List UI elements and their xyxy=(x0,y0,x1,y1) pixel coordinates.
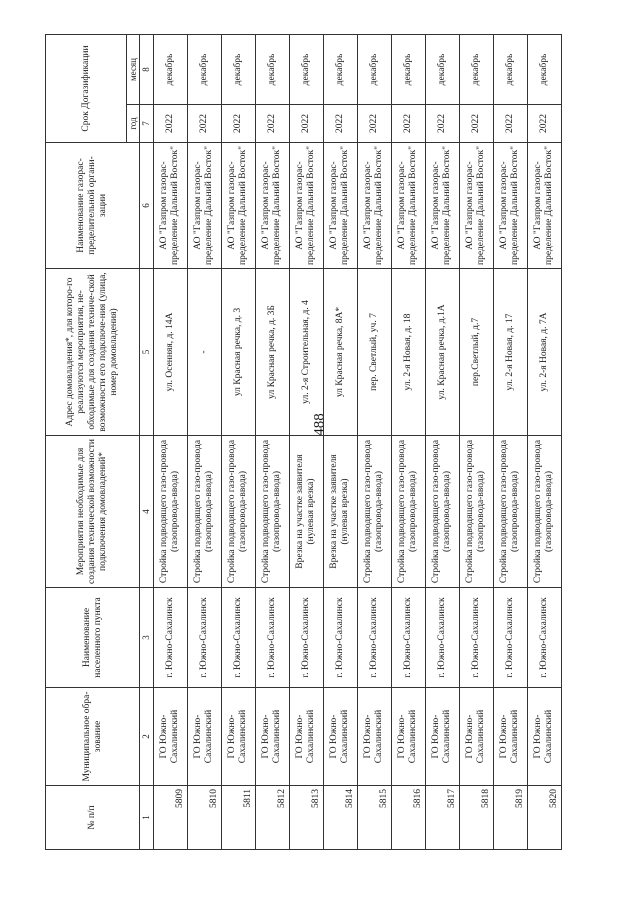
table-row xyxy=(221,35,255,850)
cell-measure: Стройка подводящего газо-провода (газопровода-ввода) xyxy=(459,436,493,588)
cell-municipality: ГО Южно-Сахалинский xyxy=(153,688,187,786)
cell-address: ул Красная речка, д. 3Б xyxy=(255,269,289,436)
table-row xyxy=(391,35,425,850)
cell-month: декабрь xyxy=(289,35,323,105)
column-number: 7 xyxy=(140,105,153,143)
cell-settlement: г. Южно-Сахалинск xyxy=(289,588,323,688)
cell-measure: Стройка подводящего газо-провода (газопровода-ввода) xyxy=(493,436,527,588)
cell-num: 5820 xyxy=(527,786,561,850)
cell-address: ул. 2-я Строительная, д. 4 xyxy=(289,269,323,436)
cell-measure: Стройка подводящего газо-провода (газопровода-ввода) xyxy=(425,436,459,588)
cell-settlement: г. Южно-Сахалинск xyxy=(187,588,221,688)
cell-org: АО "Газпром газорас-пределение Дальний Восток" xyxy=(323,143,357,269)
cell-num: 5812 xyxy=(255,786,289,850)
cell-address: ул Красная речка, 8А* xyxy=(323,269,357,436)
column-number: 2 xyxy=(140,688,153,786)
cell-measure: Стройка подводящего газо-провода (газопровода-ввода) xyxy=(357,436,391,588)
cell-address: пер.Светлый, д.7 xyxy=(459,269,493,436)
cell-address: пер. Светлый, уч. 7 xyxy=(357,269,391,436)
cell-measure: Стройка подводящего газо-провода (газопровода-ввода) xyxy=(255,436,289,588)
table-row xyxy=(493,35,527,850)
cell-settlement: г. Южно-Сахалинск xyxy=(323,588,357,688)
cell-measure: Стройка подводящего газо-провода (газопровода-ввода) xyxy=(527,436,561,588)
cell-month: декабрь xyxy=(425,35,459,105)
table-row xyxy=(187,35,221,850)
cell-num: 5818 xyxy=(459,786,493,850)
cell-year: 2022 xyxy=(357,105,391,143)
cell-year: 2022 xyxy=(459,105,493,143)
cell-measure: Стройка подводящего газо-провода (газопровода-ввода) xyxy=(153,436,187,588)
cell-municipality: ГО Южно-Сахалинский xyxy=(187,688,221,786)
cell-year: 2022 xyxy=(187,105,221,143)
table-row xyxy=(425,35,459,850)
cell-settlement: г. Южно-Сахалинск xyxy=(357,588,391,688)
cell-year: 2022 xyxy=(153,105,187,143)
cell-year: 2022 xyxy=(289,105,323,143)
cell-num: 5815 xyxy=(357,786,391,850)
cell-municipality: ГО Южно-Сахалинский xyxy=(289,688,323,786)
table-row xyxy=(459,35,493,850)
cell-month: декабрь xyxy=(323,35,357,105)
column-number: 4 xyxy=(140,436,153,588)
cell-settlement: г. Южно-Сахалинск xyxy=(425,588,459,688)
cell-municipality: ГО Южно-Сахалинский xyxy=(323,688,357,786)
cell-settlement: г. Южно-Сахалинск xyxy=(527,588,561,688)
cell-month: декабрь xyxy=(527,35,561,105)
cell-address: ул. 2-я Новая, д. 17 xyxy=(493,269,527,436)
cell-org: АО "Газпром газорас-пределение Дальний Восток" xyxy=(527,143,561,269)
cell-month: декабрь xyxy=(357,35,391,105)
column-number: 1 xyxy=(140,786,153,850)
cell-municipality: ГО Южно-Сахалинский xyxy=(221,688,255,786)
cell-measure: Врезка на участке заявителя (нулевая врезка) xyxy=(323,436,357,588)
cell-org: АО "Газпром газорас-пределение Дальний Восток" xyxy=(391,143,425,269)
cell-month: декабрь xyxy=(221,35,255,105)
cell-address: ул. 2-я Новая, д. 18 xyxy=(391,269,425,436)
cell-address: - xyxy=(187,269,221,436)
column-number: 6 xyxy=(140,143,153,269)
cell-settlement: г. Южно-Сахалинск xyxy=(153,588,187,688)
cell-num: 5817 xyxy=(425,786,459,850)
header-year: год xyxy=(127,105,140,143)
cell-org: АО "Газпром газорас-пределение Дальний Восток" xyxy=(425,143,459,269)
cell-num: 5811 xyxy=(221,786,255,850)
cell-month: декабрь xyxy=(391,35,425,105)
cell-settlement: г. Южно-Сахалинск xyxy=(255,588,289,688)
table-row xyxy=(323,35,357,850)
cell-address: ул. 2-я Новая, д. 7А xyxy=(527,269,561,436)
cell-org: АО "Газпром газорас-пределение Дальний Восток" xyxy=(459,143,493,269)
cell-year: 2022 xyxy=(221,105,255,143)
cell-year: 2022 xyxy=(391,105,425,143)
cell-year: 2022 xyxy=(255,105,289,143)
cell-municipality: ГО Южно-Сахалинский xyxy=(425,688,459,786)
cell-settlement: г. Южно-Сахалинск xyxy=(221,588,255,688)
cell-num: 5814 xyxy=(323,786,357,850)
cell-municipality: ГО Южно-Сахалинский xyxy=(459,688,493,786)
cell-month: декабрь xyxy=(153,35,187,105)
header-month: месяц xyxy=(127,35,140,105)
table-row xyxy=(153,35,187,850)
table-body xyxy=(153,35,561,850)
table-row xyxy=(357,35,391,850)
cell-num: 5813 xyxy=(289,786,323,850)
cell-num: 5819 xyxy=(493,786,527,850)
column-number: 5 xyxy=(140,269,153,436)
header-deadline: Срок Догазификации xyxy=(46,35,127,143)
cell-year: 2022 xyxy=(493,105,527,143)
cell-municipality: ГО Южно-Сахалинский xyxy=(527,688,561,786)
cell-month: декабрь xyxy=(459,35,493,105)
cell-month: декабрь xyxy=(493,35,527,105)
cell-measure: Стройка подводящего газо-провода (газопровода-ввода) xyxy=(187,436,221,588)
cell-org: АО "Газпром газорас-пределение Дальний Восток" xyxy=(357,143,391,269)
cell-municipality: ГО Южно-Сахалинский xyxy=(357,688,391,786)
gasification-table xyxy=(45,34,562,850)
header-num: № п/п xyxy=(46,786,140,850)
cell-settlement: г. Южно-Сахалинск xyxy=(459,588,493,688)
header-address: Адрес домовладения*, для которо-го реализуются мероприятия, не-обходимые для создания техниче-ской возможности его подключе-ния (улица, номер домовладения) xyxy=(46,269,140,436)
table-row xyxy=(255,35,289,850)
header-measures: Мероприятия необходимые для создания технической возможности подключения домовладений* xyxy=(46,436,140,588)
cell-num: 5810 xyxy=(187,786,221,850)
column-numbers-row xyxy=(140,35,153,850)
cell-org: АО "Газпром газорас-пределение Дальний Восток" xyxy=(221,143,255,269)
column-number: 8 xyxy=(140,35,153,105)
page-number: 488 xyxy=(311,413,328,436)
cell-address: ул. Осенняя, д. 14А xyxy=(153,269,187,436)
cell-org: АО "Газпром газорас-пределение Дальний Восток" xyxy=(255,143,289,269)
table-row xyxy=(289,35,323,850)
header-settlement: Наименование населенного пункта xyxy=(46,588,140,688)
cell-settlement: г. Южно-Сахалинск xyxy=(493,588,527,688)
cell-measure: Врезка на участке заявителя (нулевая врезка) xyxy=(289,436,323,588)
cell-org: АО "Газпром газорас-пределение Дальний Восток" xyxy=(153,143,187,269)
header-municipality: Муниципальное обра-зование xyxy=(46,688,140,786)
cell-num: 5816 xyxy=(391,786,425,850)
cell-org: АО "Газпром газорас-пределение Дальний Восток" xyxy=(289,143,323,269)
table-row xyxy=(527,35,561,850)
cell-num: 5809 xyxy=(153,786,187,850)
cell-measure: Стройка подводящего газо-провода (газопровода-ввода) xyxy=(391,436,425,588)
cell-municipality: ГО Южно-Сахалинский xyxy=(493,688,527,786)
cell-month: декабрь xyxy=(187,35,221,105)
cell-municipality: ГО Южно-Сахалинский xyxy=(255,688,289,786)
cell-settlement: г. Южно-Сахалинск xyxy=(391,588,425,688)
cell-address: ул Красная речка, д. 3 xyxy=(221,269,255,436)
column-number: 3 xyxy=(140,588,153,688)
header-org: Наименование газорас-пределительной органи-зации xyxy=(46,143,140,269)
cell-measure: Стройка подводящего газо-провода (газопровода-ввода) xyxy=(221,436,255,588)
cell-org: АО "Газпром газорас-пределение Дальний Восток" xyxy=(493,143,527,269)
cell-municipality: ГО Южно-Сахалинский xyxy=(391,688,425,786)
cell-year: 2022 xyxy=(323,105,357,143)
cell-year: 2022 xyxy=(527,105,561,143)
cell-org: АО "Газпром газорас-пределение Дальний Восток" xyxy=(187,143,221,269)
cell-address: ул. Красная речка, д.1А xyxy=(425,269,459,436)
cell-month: декабрь xyxy=(255,35,289,105)
cell-year: 2022 xyxy=(425,105,459,143)
